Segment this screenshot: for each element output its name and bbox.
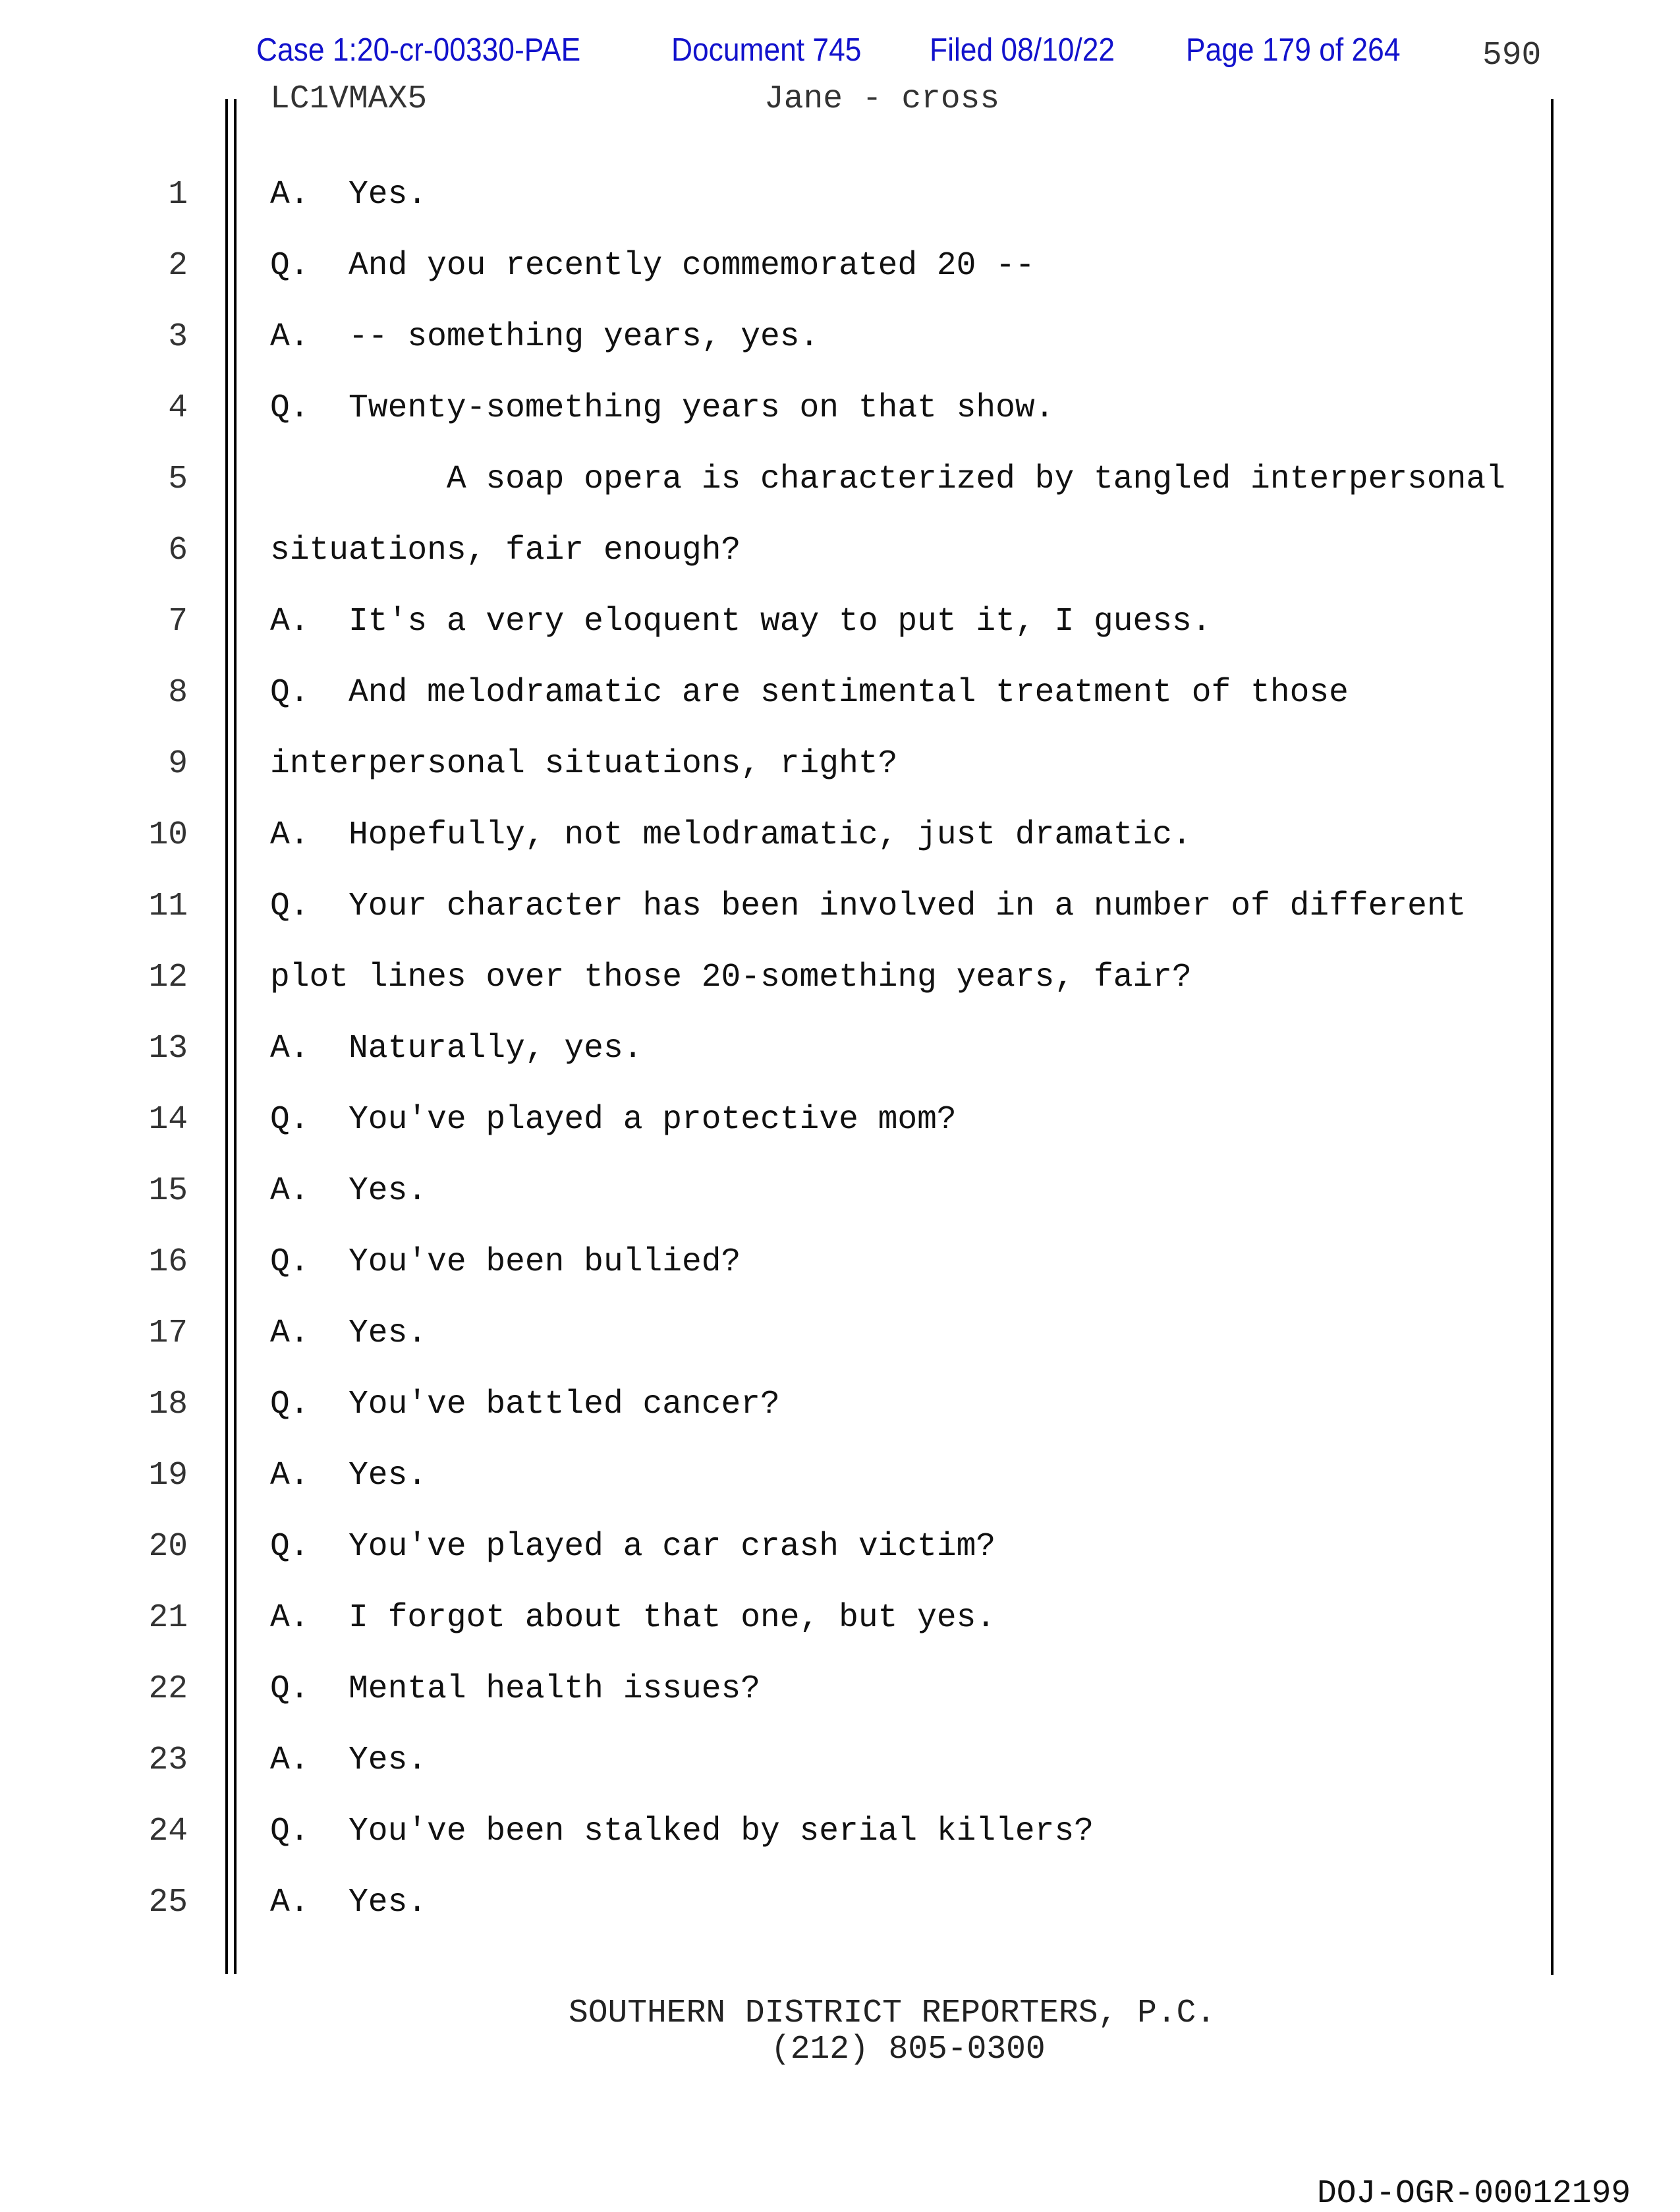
transcript-line: A. Yes. (270, 1742, 428, 1778)
right-margin-rule (1551, 99, 1554, 1975)
stamp-case-number: Case 1:20-cr-00330-PAE (256, 32, 581, 68)
transcript-line: Q. Mental health issues? (270, 1670, 761, 1707)
transcript-line: A. Hopefully, not melodramatic, just dramatic. (270, 816, 1192, 853)
line-number: 16 (148, 1243, 188, 1280)
line-number: 20 (148, 1528, 188, 1565)
transcript-line: A. -- something years, yes. (270, 318, 820, 355)
left-margin-rule-inner (234, 99, 237, 1974)
transcript-line: Q. And you recently commemorated 20 -- (270, 247, 1035, 284)
transcript-line: Q. And melodramatic are sentimental treatment of those (270, 674, 1349, 711)
line-number: 9 (168, 745, 188, 782)
transcript-line: Q. You've been stalked by serial killers? (270, 1813, 1094, 1850)
transcript-line: A. Yes. (270, 1315, 428, 1351)
line-number: 8 (168, 674, 188, 711)
header-witness: Jane - cross (764, 80, 1000, 117)
transcript-line: A. Yes. (270, 176, 428, 213)
transcript-line: A. It's a very eloquent way to put it, I guess. (270, 603, 1212, 640)
line-number: 4 (168, 389, 188, 426)
line-number: 2 (168, 247, 188, 284)
line-number: 15 (148, 1172, 188, 1209)
line-number: 6 (168, 532, 188, 569)
line-number: 10 (148, 816, 188, 853)
line-number: 18 (148, 1386, 188, 1423)
transcript-line: interpersonal situations, right? (270, 745, 898, 782)
transcript-line: A. Naturally, yes. (270, 1030, 643, 1067)
line-number: 24 (148, 1813, 188, 1850)
transcript-line: A. Yes. (270, 1884, 428, 1921)
transcript-line: Q. Your character has been involved in a number of different (270, 888, 1467, 924)
transcript-line: Q. You've been bullied? (270, 1243, 741, 1280)
line-number: 13 (148, 1030, 188, 1067)
bates-number: DOJ-OGR-00012199 (1317, 2175, 1631, 2212)
transcript-line: plot lines over those 20-something years, fair? (270, 959, 1192, 996)
transcript-line: Q. You've battled cancer? (270, 1386, 780, 1423)
line-number: 5 (168, 461, 188, 497)
line-number: 11 (148, 888, 188, 924)
stamp-page-count: Page 179 of 264 (1186, 32, 1401, 68)
stamp-document-number: Document 745 (671, 32, 862, 68)
footer-reporter: SOUTHERN DISTRICT REPORTERS, P.C. (569, 1995, 1216, 2031)
line-number: 3 (168, 318, 188, 355)
line-number: 12 (148, 959, 188, 996)
transcript-line: A. I forgot about that one, but yes. (270, 1599, 996, 1636)
line-number: 23 (148, 1742, 188, 1778)
line-number: 7 (168, 603, 188, 640)
transcript-line: A. Yes. (270, 1172, 428, 1209)
line-number: 1 (168, 176, 188, 213)
transcript-line: Q. You've played a car crash victim? (270, 1528, 996, 1565)
transcript-line: A soap opera is characterized by tangled interpersonal (270, 461, 1505, 497)
line-number: 17 (148, 1315, 188, 1351)
line-number: 14 (148, 1101, 188, 1138)
line-number: 19 (148, 1457, 188, 1494)
transcript-line: situations, fair enough? (270, 532, 741, 569)
stamp-filed-date: Filed 08/10/22 (930, 32, 1115, 68)
transcript-line: A. Yes. (270, 1457, 428, 1494)
header-code: LC1VMAX5 (270, 80, 428, 117)
transcript-line: Q. You've played a protective mom? (270, 1101, 957, 1138)
line-number: 21 (148, 1599, 188, 1636)
transcript-line: Q. Twenty-something years on that show. (270, 389, 1055, 426)
footer-phone: (212) 805-0300 (771, 2031, 1046, 2068)
line-number: 22 (148, 1670, 188, 1707)
left-margin-rule-outer (225, 99, 228, 1974)
transcript-page-number: 590 (1482, 37, 1542, 74)
line-number: 25 (148, 1884, 188, 1921)
